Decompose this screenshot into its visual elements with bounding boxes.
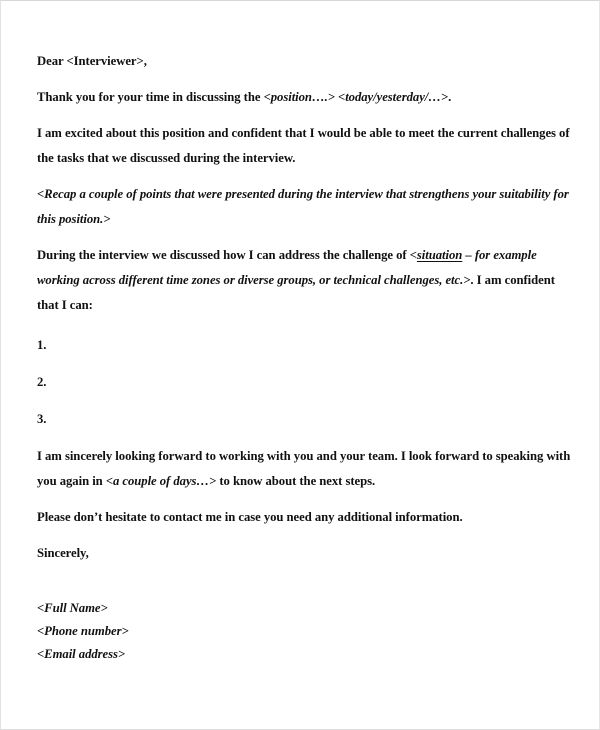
salutation-suffix: ,	[143, 54, 147, 68]
salutation-line	[37, 49, 577, 74]
challenge-placeholder-situation: situation	[416, 248, 463, 262]
list-item-marker: 2.	[37, 375, 47, 389]
numbered-list	[37, 333, 577, 432]
challenge-text-before: During the interview we discussed how I can address the challenge of <	[37, 248, 417, 262]
signature-phone-number: <Phone number>	[37, 624, 129, 638]
thanks-text-before: Thank you for your time in discussing the	[37, 90, 264, 104]
salutation-prefix: Dear	[37, 54, 67, 68]
paragraph-closing	[37, 444, 577, 494]
paragraph-challenge	[37, 243, 577, 318]
signature-full-name: <Full Name>	[37, 601, 108, 615]
list-item	[37, 370, 577, 395]
closing-placeholder-days: <a couple of days…>	[105, 474, 217, 488]
paragraph-recap-placeholder: <Recap a couple of points that were presented during the interview that strengthens your suitability for this position.>	[37, 187, 569, 226]
challenge-placeholder-example: – for example working across different time zones or diverse groups, or technical challenges, etc.>	[37, 248, 537, 287]
challenge-text-after: . I am confident that I can:	[37, 273, 555, 312]
closing-text-after: to know about the next steps.	[216, 474, 376, 488]
list-item-marker: 1.	[37, 338, 47, 352]
closing-text-before: I am sincerely looking forward to working with you and your team. I look forward to speaking with you again in	[37, 449, 571, 488]
paragraph-thanks	[37, 85, 577, 110]
thanks-text-after: .	[448, 90, 452, 104]
salutation-placeholder: <Interviewer>	[66, 54, 144, 68]
letter-body	[37, 49, 577, 666]
list-item	[37, 333, 577, 358]
thanks-placeholder-position: <position….>	[263, 90, 335, 104]
paragraph-excited: I am excited about this position and confident that I would be able to meet the current challenges of the tasks that we discussed during the interview.	[37, 126, 570, 165]
signature-email-address: <Email address>	[37, 647, 126, 661]
valediction: Sincerely,	[37, 546, 89, 560]
list-item	[37, 407, 577, 432]
signature-spacer	[37, 577, 577, 586]
thanks-placeholder-day: <today/yesterday/…>	[338, 90, 449, 104]
list-item-marker: 3.	[37, 412, 47, 426]
signature-block	[37, 597, 577, 666]
paragraph-contact: Please don’t hesitate to contact me in case you need any additional information.	[37, 510, 463, 524]
